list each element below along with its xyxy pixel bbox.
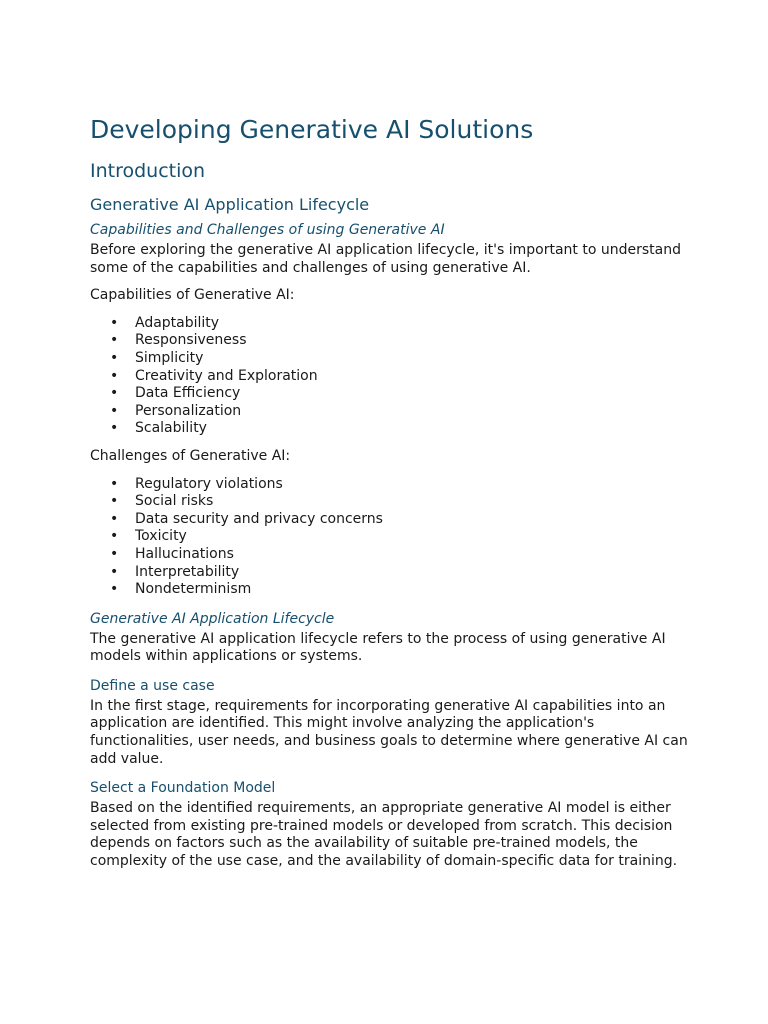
bullet-icon: •	[110, 367, 119, 384]
subheading-define-use-case: Define a use case	[90, 677, 215, 694]
subheading-capabilities-challenges: Capabilities and Challenges of using Generative AI	[90, 222, 445, 238]
bullet-icon: •	[110, 385, 119, 402]
subheading-lifecycle: Generative AI Application Lifecycle	[90, 610, 335, 627]
define-use-case-paragraph: In the first stage, requirements for incorporating generative AI capabilities into an application are identified. This might involve analyzing the application's functionalities, user needs, and business goals to determine where generative AI can add value.	[90, 697, 688, 767]
lifecycle-intro-paragraph: The generative AI application lifecycle refers to the process of using generative AI models within applications or systems.	[90, 630, 666, 665]
list-item: • Adaptability	[110, 314, 220, 331]
list-item: • Regulatory violations	[110, 475, 283, 492]
bullet-icon: •	[110, 581, 119, 598]
section-heading-lifecycle: Generative AI Application Lifecycle	[90, 195, 370, 214]
list-item: • Creativity and Exploration	[110, 367, 318, 384]
list-item: • Hallucinations	[110, 545, 234, 562]
bullet-icon: •	[110, 493, 119, 510]
capabilities-label: Capabilities of Generative AI:	[90, 287, 295, 304]
list-item: • Scalability	[110, 420, 207, 437]
challenges-list	[90, 476, 690, 599]
bullet-icon: •	[110, 528, 119, 545]
bullet-icon: •	[110, 420, 119, 437]
list-item: • Personalization	[110, 402, 242, 419]
list-item: • Nondeterminism	[110, 581, 252, 598]
subheading-select-foundation-model: Select a Foundation Model	[90, 780, 276, 797]
section-heading-introduction: Introduction	[90, 160, 206, 182]
list-item: • Social risks	[110, 493, 214, 510]
bullet-icon: •	[110, 545, 119, 562]
list-item: • Responsiveness	[110, 332, 247, 349]
list-item: • Data security and privacy concerns	[110, 510, 383, 527]
bullet-icon: •	[110, 563, 119, 580]
list-item: • Interpretability	[110, 563, 240, 580]
capabilities-list	[90, 315, 690, 438]
select-foundation-model-paragraph: Based on the identified requirements, an appropriate generative AI model is either selected from existing pre-trained models or developed from scratch. This decision depends on factors such as the availability of suitable pre-trained models, the complexity of the use case, and the availability of domain-specific data for training.	[90, 800, 678, 870]
bullet-icon: •	[110, 332, 119, 349]
list-item: • Toxicity	[110, 528, 187, 545]
list-item: • Simplicity	[110, 349, 204, 366]
list-item: • Data Efficiency	[110, 385, 241, 402]
bullet-icon: •	[110, 475, 119, 492]
bullet-icon: •	[110, 349, 119, 366]
bullet-icon: •	[110, 314, 119, 331]
document-title: Developing Generative AI Solutions	[90, 115, 534, 144]
capabilities-intro-paragraph: Before exploring the generative AI application lifecycle, it's important to understand some of the capabilities and challenges of using generative AI.	[90, 242, 682, 276]
challenges-label: Challenges of Generative AI:	[90, 447, 291, 464]
document-page	[90, 112, 690, 881]
bullet-icon: •	[110, 402, 119, 419]
bullet-icon: •	[110, 510, 119, 527]
